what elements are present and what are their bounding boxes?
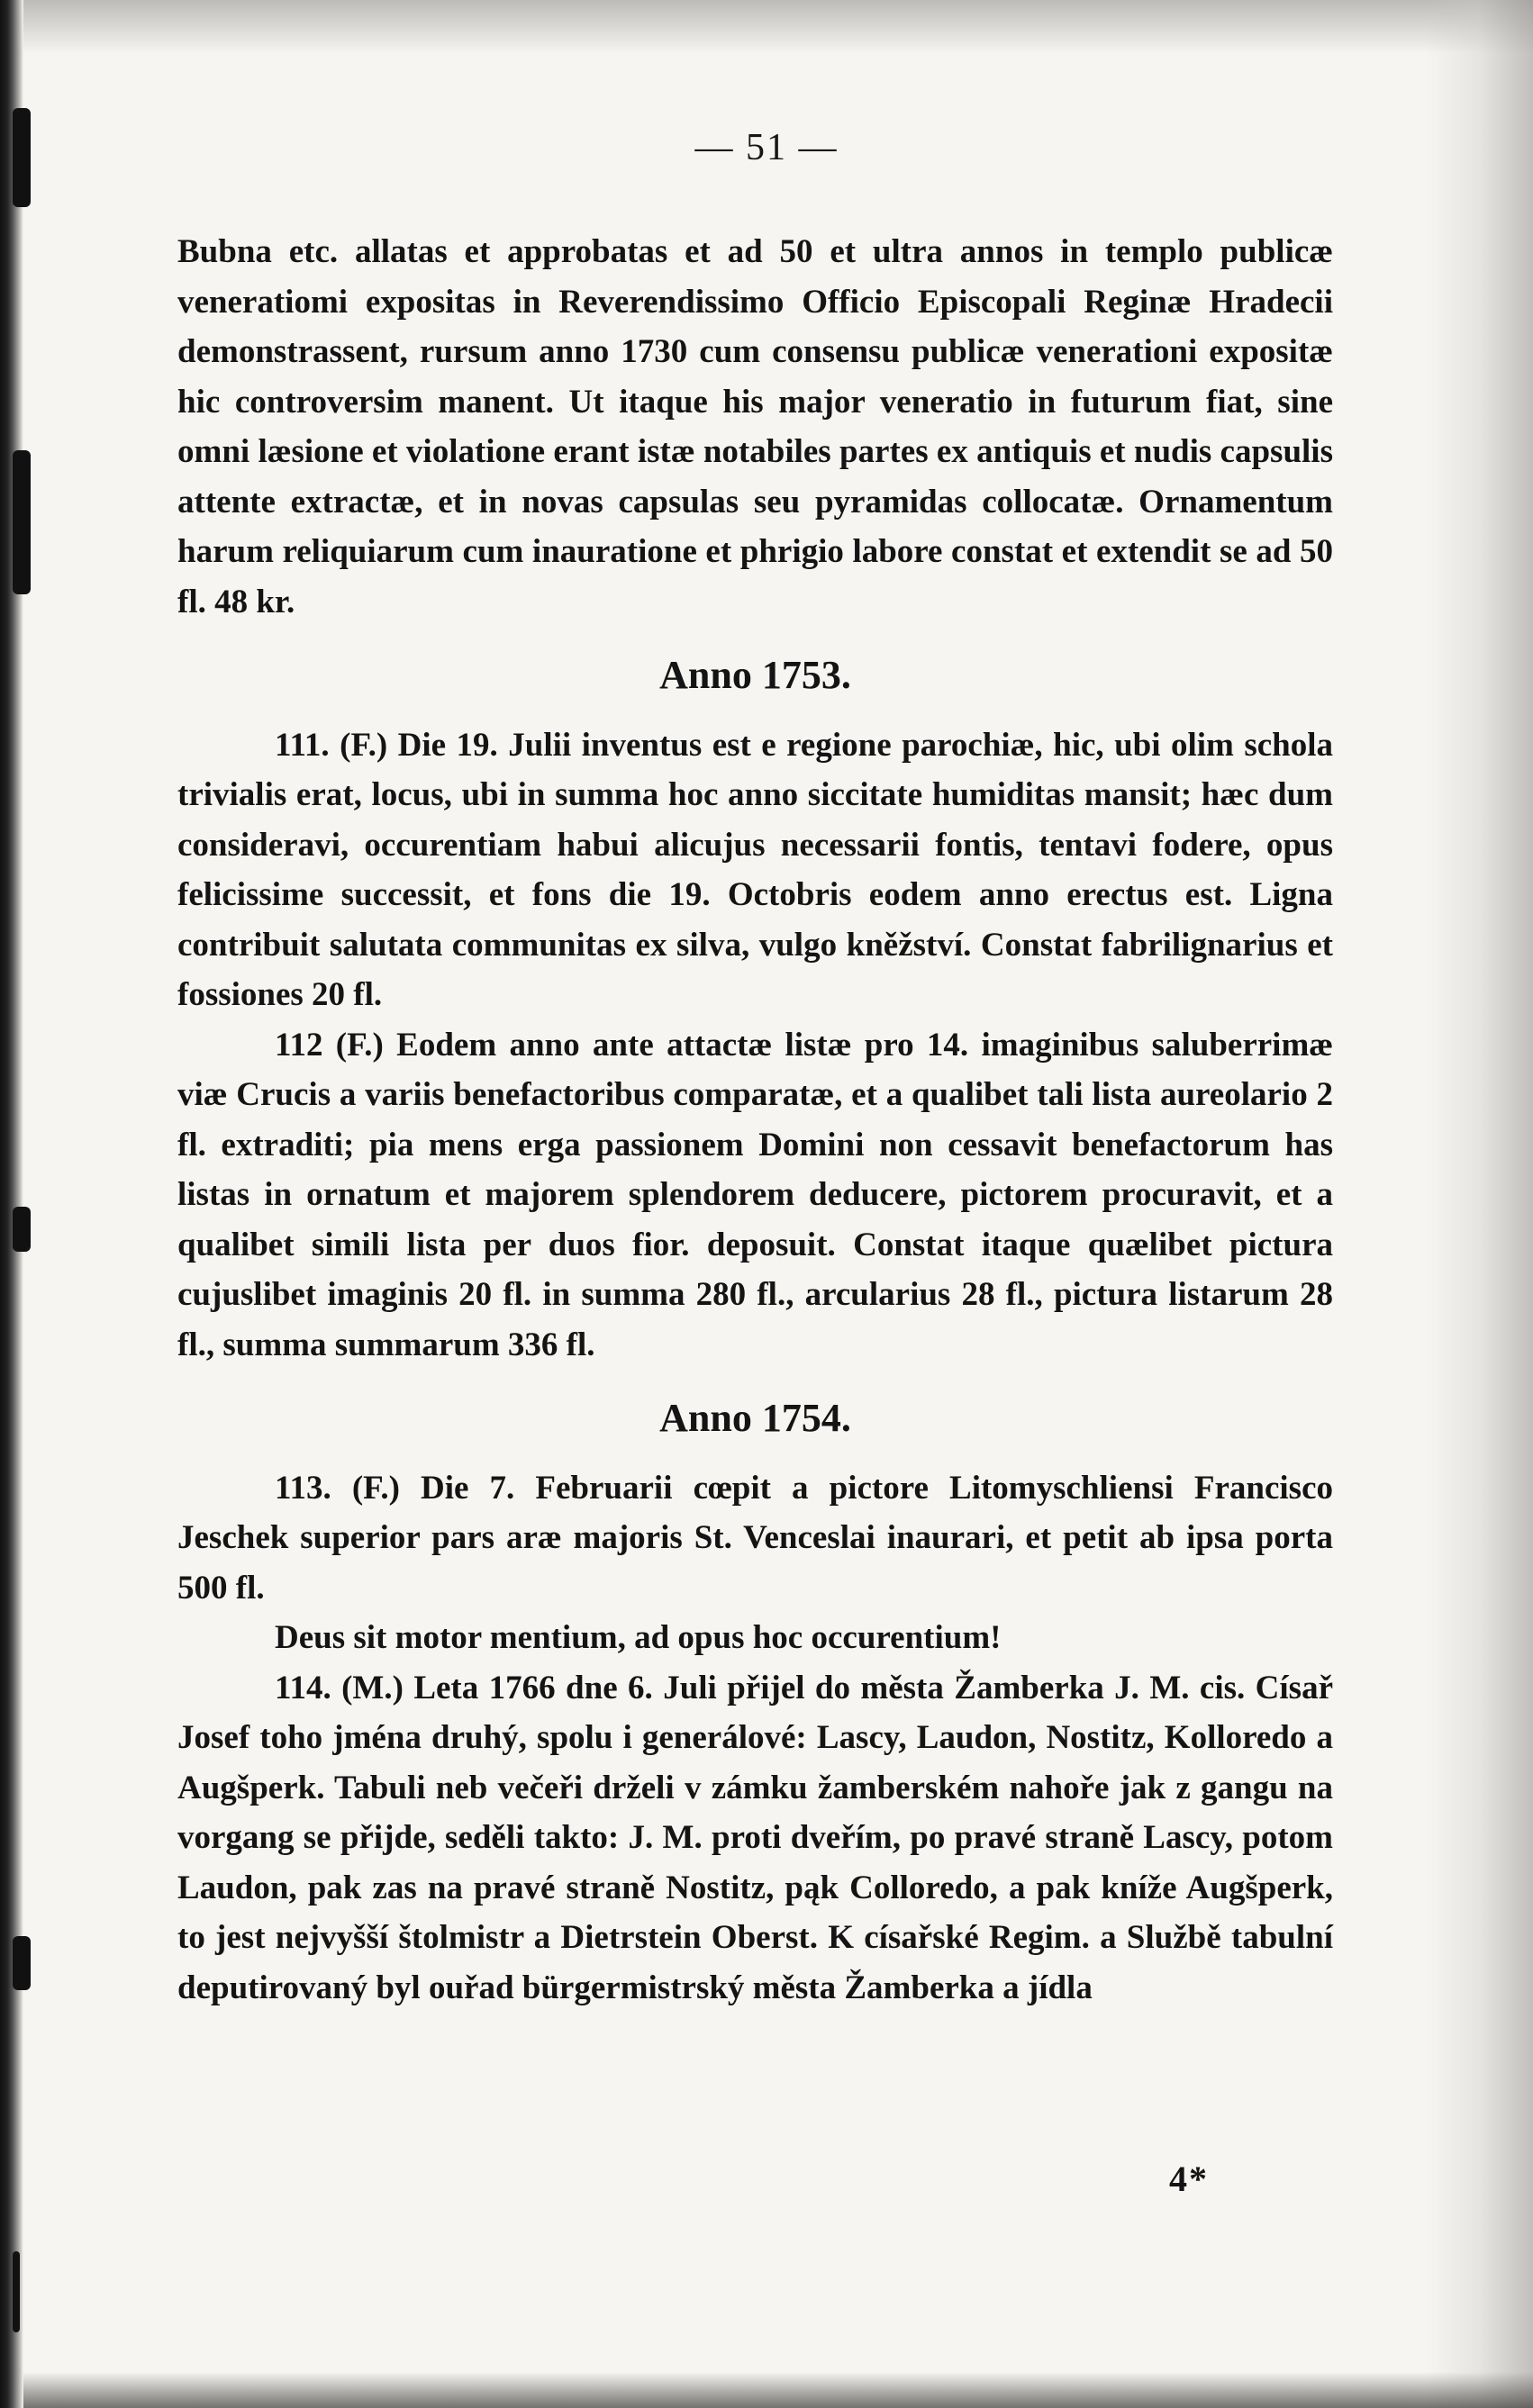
entry-113-motto: Deus sit motor mentium, ad opus hoc occurentium! xyxy=(275,1619,1002,1656)
signature-mark: 4* xyxy=(1169,2159,1209,2199)
heading-anno-1753: Anno 1753. xyxy=(659,653,851,697)
paragraph-continuation: Bubna etc. allatas et approbatas et ad 50 et ultra annos in templo publicæ veneratiomi expositas in Reverendissimo Officio Episcopali Reginæ Hradecii demonstrassent, rursum anno 1730 cum consensu publicæ venerationi expositæ hic controversim manent. Ut itaque his major veneratio in futurum fiat, sine omni læsione et violatione erant istæ notabiles partes ex antiquis et nudis capsulis attente extractæ, et in novas capsulas seu pyramidas collocatæ. Ornamentum harum reliquiarum cum inauratione et phrigio labore constat et extendit se ad 50 fl. 48 kr. xyxy=(177,233,1333,620)
entry-114: 114. (M.) Leta 1766 dne 6. Juli přijel do města Žamberka J. M. cis. Císař Josef toho jména druhý, spolu i generálové: Lascy, Laudon, Nostitz, Kolloredo a Augšperk. Tabuli neb večeři drželi v zámku žamberském nahoře jak z gangu na vorgang se přijde, seděli takto: J. M. proti dveřím, po pravé straně Lascy, potom Laudon, pak zas na pravé straně Nostitz, pąk Colloredo, a pak kníže Augšperk, to jest nejvyšší štolmistr a Dietrstein Oberst. K císařské Regim. a Službě tabulní deputirovaný byl ouřad bürgermistrský města Žamberka a jídla xyxy=(177,1669,1333,2006)
page-right-shadow xyxy=(1425,0,1533,2408)
heading-anno-1754: Anno 1754. xyxy=(659,1396,851,1440)
page-number: — 51 — xyxy=(694,127,839,168)
entry-112: 112 (F.) Eodem anno ante attactæ listæ pro 14. imaginibus saluberrimæ viæ Crucis a variis benefactoribus comparatæ, et a qualibet tali lista aureolario 2 fl. extraditi; pia mens erga passionem Domini non cessavit benefactorum has listas in ornatum et majorem splendorem deducere, pictorem procuravit, et a qualibet simili lista per duos fior. deposuit. Constat itaque quælibet pictura cujuslibet imaginis 20 fl. in summa 280 fl., arcularius 28 fl., pictura listarum 28 fl., summa summarum 336 fl. xyxy=(177,1026,1333,1363)
binding-edge xyxy=(0,0,23,2408)
body-text xyxy=(177,227,1333,2013)
binding-mark xyxy=(13,450,31,594)
page-top-shadow xyxy=(0,0,1533,54)
page-bottom-shadow xyxy=(0,2372,1533,2408)
entry-113: 113. (F.) Die 7. Februarii cœpit a pictore Litomyschliensi Francisco Jeschek superior pars aræ majoris St. Venceslai inaurari, et petit ab ipsa porta 500 fl. xyxy=(177,1469,1333,1607)
binding-mark xyxy=(13,2251,20,2332)
binding-mark xyxy=(13,1207,31,1252)
entry-111: 111. (F.) Die 19. Julii inventus est e regione parochiæ, hic, ubi olim schola trivialis erat, locus, ubi in summa hoc anno siccitate humiditas mansit; hæc dum consideravi, occurentiam habui alicujus necessarii fontis, tentavi fodere, opus felicissime successit, et fons die 19. Octobris eodem anno erectus est. Ligna contribuit salutata communitas ex silva, vulgo kněžství. Constat fabrilignarius et fossiones 20 fl. xyxy=(177,726,1333,1013)
binding-mark xyxy=(13,1936,31,1990)
